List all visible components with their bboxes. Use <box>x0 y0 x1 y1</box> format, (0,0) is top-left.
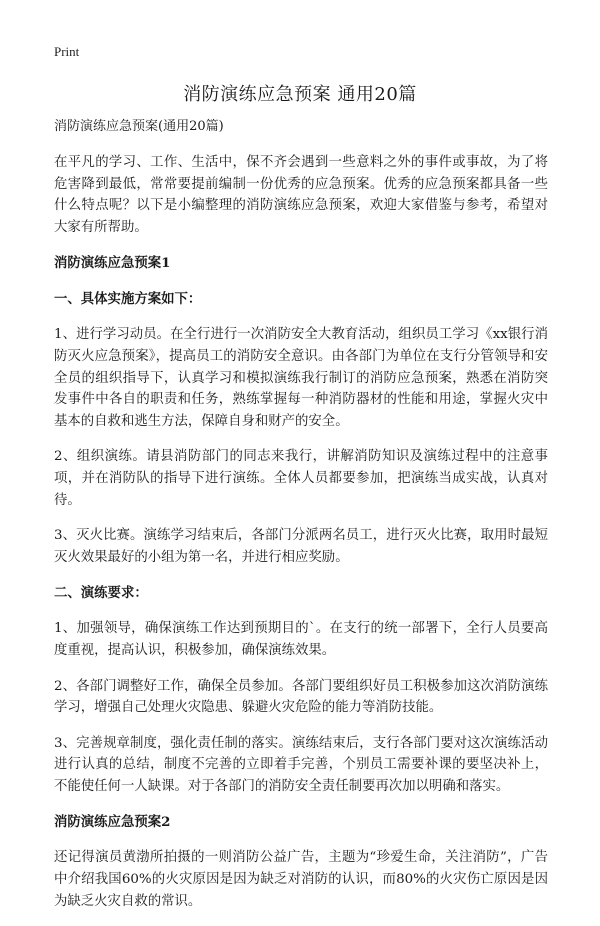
part1-item: 3、灭火比赛。演练学习结束后，各部门分派两名员工，进行灭火比赛，取用时最短灭火效果最好的小组为第一名，并进行相应奖励。 <box>54 528 548 565</box>
intro-paragraph: 在平凡的学习、工作、生活中，保不齐会遇到一些意料之外的事件或事故，为了将危害降到最低，常常要提前编制一份优秀的应急预案。优秀的应急预案都具备一些什么特点呢？以下是小编整理的消防演练应急预案，欢迎大家借鉴与参考，希望对大家有所帮助。 <box>54 155 548 235</box>
part1-item: 1、进行学习动员。在全行进行一次消防安全大教育活动，组织员工学习《xx银行消防灭火应急预案》，提高员工的消防安全意识。由各部门为单位在支行分管领导和安全员的组织指导下，认真学习和模拟演练我行制订的消防应急预案，熟悉在消防突发事件中各自的职责和任务，熟练掌握每一种消防器材的性能和用途，掌握火灾中基本的自救和逃生方法，保障自身和财产的安全。 <box>54 327 548 429</box>
part2-item: 1、加强领导，确保演练工作达到预期目的`。在支行的统一部署下，全行人员要高度重视，提高认识，积极参加，确保演练效果。 <box>54 621 548 658</box>
section2-heading: 消防演练应急预案2 <box>54 814 171 831</box>
section2-paragraph: 还记得演员黄渤所拍摄的一则消防公益广告，主题为“珍爱生命，关注消防”，广告中介绍我国60%的火灾原因是因为缺乏对消防的认识，而80%的火灾伤亡原因是因为缺乏火灾自救的常识。 <box>54 850 548 909</box>
part2-item: 2、各部门调整好工作，确保全员参加。各部门要组织好员工积极参加这次消防演练学习，增强自己处理火灾隐患、躲避火灾危险的能力等消防技能。 <box>54 678 548 716</box>
part2-heading: 二、演练要求： <box>54 585 148 602</box>
part2-item: 3、完善规章制度，强化责任制的落实。演练结束后，支行各部门要对这次演练活动进行认真的总结，制度不完善的立即着手完善，个别员工需要补课的要坚决补上，不能使任何一人缺课。对于各部门的消防安全责任制要再次加以明确和落实。 <box>54 735 548 794</box>
print-link[interactable]: Print <box>54 44 80 59</box>
part1-item: 2、组织演练。请县消防部门的同志来我行，讲解消防知识及演练过程中的注意事项，并在消防队的指导下进行演练。全体人员都要参加，把演练当成实战，认真对待。 <box>54 449 548 508</box>
document-body <box>54 116 548 926</box>
part1-heading: 一、具体实施方案如下： <box>54 291 202 308</box>
document-title: 消防演练应急预案 通用20篇 <box>183 84 417 105</box>
document-subtitle: 消防演练应急预案(通用20篇) <box>54 119 224 134</box>
section1-heading: 消防演练应急预案1 <box>54 255 171 272</box>
